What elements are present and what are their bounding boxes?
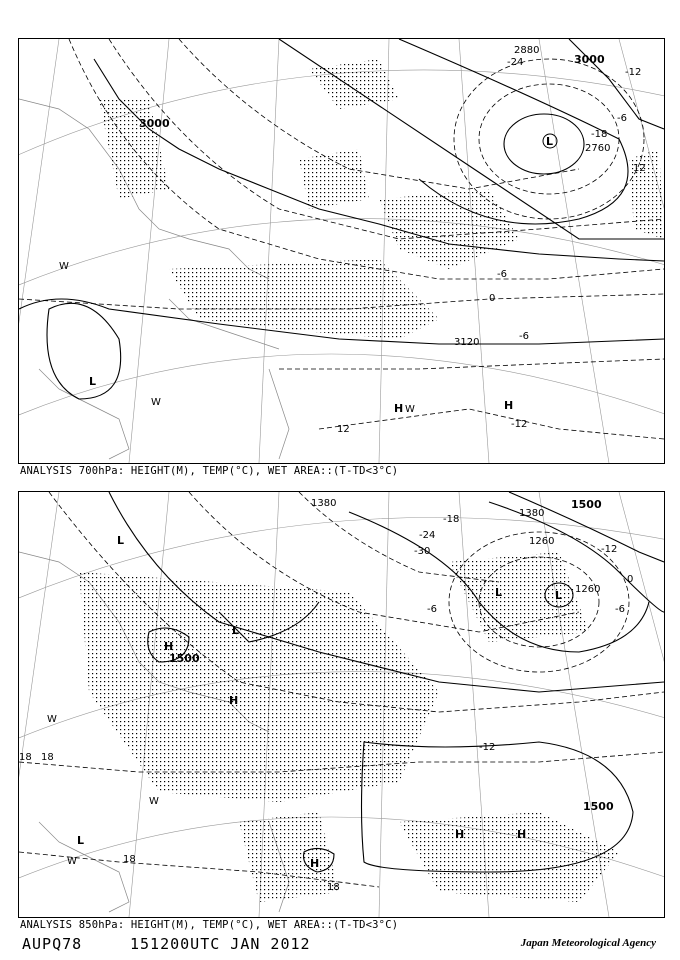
temp-label: -12 (479, 742, 496, 753)
warm-marker: W (151, 397, 161, 408)
caption-850hpa: ANALYSIS 850hPa: HEIGHT(M), TEMP(°C), WET AREA::(T-TD<3°C) (20, 919, 399, 931)
height-label: 1260 (529, 536, 555, 547)
high-marker: H (394, 402, 404, 415)
low-marker: L (117, 534, 125, 547)
height-label: 1260 (575, 584, 601, 595)
warm-marker: W (149, 796, 159, 807)
low-marker: L (555, 589, 563, 602)
height-label: 2760 (585, 143, 611, 154)
temp-label: -18 (591, 129, 608, 140)
temp-label: -12 (625, 67, 642, 78)
temp-label: -6 (427, 604, 437, 615)
height-label: 3000 (574, 53, 605, 66)
height-label: 1380 (311, 498, 337, 509)
low-marker: L (495, 586, 503, 599)
height-label: 2880 (514, 45, 540, 56)
warm-marker: W (67, 856, 77, 867)
temp-label: 0 (489, 293, 496, 304)
temp-label: -18 (443, 514, 460, 525)
analysis-time: 151200UTC JAN 2012 (130, 935, 311, 953)
temp-label: -24 (507, 57, 524, 68)
height-label: 1500 (571, 498, 602, 511)
temp-label: -24 (419, 530, 436, 541)
high-marker: H (229, 694, 239, 707)
wet-area (99, 59, 664, 339)
temp-label: -12 (601, 544, 618, 555)
temp-label: -12 (511, 419, 528, 430)
height-label: 3000 (139, 117, 170, 130)
warm-marker: W (405, 404, 415, 415)
low-marker: L (89, 375, 97, 388)
high-marker: H (517, 828, 527, 841)
height-label: 1500 (583, 800, 614, 813)
height-label: 1380 (519, 508, 545, 519)
caption-700hpa: ANALYSIS 700hPa: HEIGHT(M), TEMP(°C), WET AREA::(T-TD<3°C) (20, 465, 399, 477)
temp-label: 18 (327, 882, 340, 893)
temp-label: 0 (627, 574, 634, 585)
high-marker: H (504, 399, 514, 412)
temp-label: -6 (497, 269, 507, 280)
temp-label: 18 (19, 752, 32, 763)
temp-label: -30 (414, 546, 431, 557)
agency-name: Japan Meteorological Agency (520, 937, 656, 949)
wet-area (79, 552, 619, 902)
warm-marker: W (47, 714, 57, 725)
bulletin-code: AUPQ78 (22, 935, 83, 953)
temp-label: 12 (337, 424, 350, 435)
temp-label: -6 (617, 113, 627, 124)
high-marker: H (455, 828, 465, 841)
height-label: 3120 (454, 337, 480, 348)
map-700hpa-chart (19, 39, 664, 463)
low-marker: L (232, 624, 240, 637)
high-marker: H (310, 857, 320, 870)
temp-label: -6 (519, 331, 529, 342)
map-panel-850hpa (18, 491, 665, 918)
temp-label: -6 (615, 604, 625, 615)
temp-label: 18 (41, 752, 54, 763)
height-label: 1500 (169, 652, 200, 665)
temp-label: 12 (633, 163, 646, 174)
temp-label: 18 (123, 854, 136, 865)
low-marker: L (77, 834, 85, 847)
high-marker: H (164, 640, 174, 653)
map-panel-700hpa (18, 38, 665, 464)
warm-marker: W (59, 261, 69, 272)
map-850hpa-chart (19, 492, 664, 917)
low-marker: L (546, 135, 554, 148)
